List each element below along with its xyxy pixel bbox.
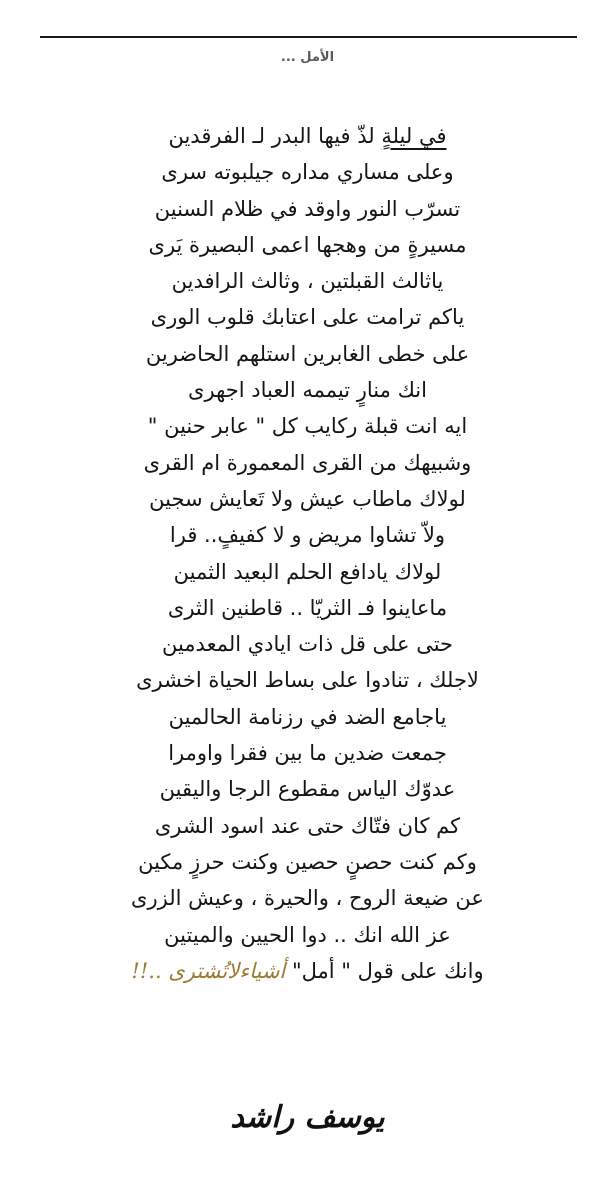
poem-line: لولاك يادافع الحلم البعيد الثمين	[173, 559, 442, 584]
poem-line-1	[0, 118, 615, 154]
poem-line: مسيرةٍ من وهجها اعمى البصيرة يَرى	[148, 232, 467, 257]
poem-line: حتى على قل ذات ايادي المعدمين	[161, 632, 454, 657]
poem-line-last-main: وانك على قول " أمل"	[285, 958, 484, 983]
poem-line: ولاّ تشاوا مريض و لا كفيفٍ.. قرا	[169, 523, 446, 548]
poem-line: وعلى مساري مداره جيلبوته سرى	[161, 160, 454, 185]
poem-line: وشبيهك من القرى المعمورة ام القرى	[143, 450, 472, 475]
poem-line: وكم كنت حصنٍ حصين وكنت حرزٍ مكين	[138, 849, 477, 874]
poem-line: ماعاينوا فـ الثريّا .. قاطنين الثرى	[167, 595, 448, 620]
author-signature: يوسف راشد	[230, 1100, 385, 1135]
poem-line: عز الله انك .. دوا الحيين والميتين	[164, 922, 451, 947]
poem-line: ياثالث القبلتين ، وثالث الرافدين	[171, 269, 444, 294]
poem-line-1-lead: في ليلةٍ	[381, 124, 447, 148]
poem-line: عن ضيعة الروح ، والحيرة ، وعيش الزرى	[131, 886, 484, 911]
poem-highlight-phrase: أشياءلاتُشترى ..!!	[131, 958, 286, 983]
poem-line: عدوّك الياس مقطوع الرجا واليقين	[159, 777, 456, 802]
poem-line: ايه انت قبلة ركايب كل " عابر حنين "	[147, 414, 468, 439]
poem-line: تسرّب النور واوقد في ظلام السنين	[154, 196, 461, 221]
poem-line: جمعت ضدين ما بين فقرا واومرا	[168, 741, 447, 766]
poem-line-last	[0, 953, 615, 989]
poem-line: لولاك ماطاب عيش ولا تَعايش سجين	[149, 486, 466, 511]
poem-line: كم كان فتّاك حتى عند اسود الشرى	[154, 813, 461, 838]
poem-body	[0, 118, 615, 989]
poem-line: انك منارٍ تيممه العباد اجهرى	[188, 378, 427, 403]
poem-line: على خطى الغابرين استلهم الحاضرين	[145, 341, 470, 366]
top-divider	[40, 36, 577, 38]
page-subtitle: الأمل ...	[280, 50, 335, 65]
poem-line-1-rest: لذّ فيها البدر لـ الفرقدين	[168, 124, 382, 148]
poem-line: ياجامع الضد في رزنامة الحالمين	[168, 704, 447, 729]
poem-line: ياكم ترامت على اعتابك قلوب الورى	[150, 305, 465, 330]
poem-line: لاجلك ، تنادوا على بساط الحياة اخشرى	[136, 668, 479, 693]
